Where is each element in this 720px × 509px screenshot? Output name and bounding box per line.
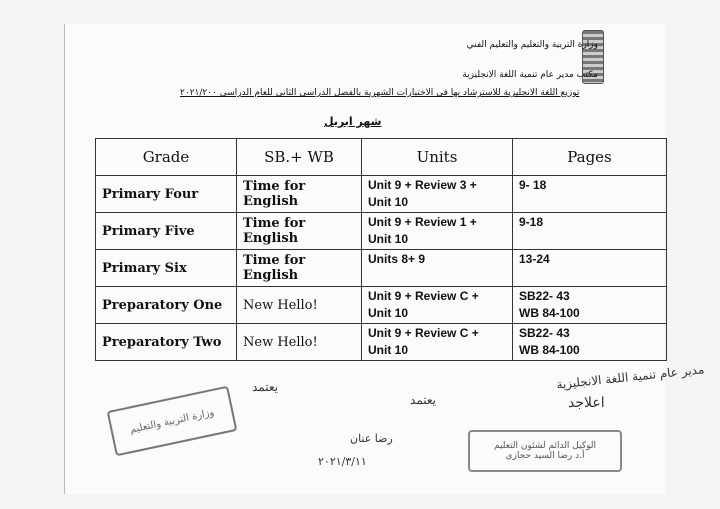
units-line [368,268,506,285]
header-units: Units [362,139,513,176]
header-grade: Grade [96,139,237,176]
pages-line: SB22- 43 [519,326,570,340]
table-row [96,176,667,213]
reviewer-signature: يعتمد [252,380,278,394]
office-name: مكتب مدير عام تنمية اللغة الانجليزية [462,70,598,80]
units-line: Unit 10 [368,195,409,209]
units-line: Unit 10 [368,343,409,357]
pages-cell [513,287,667,324]
book-cell: Time for English [237,213,362,250]
table-row [96,213,667,250]
pages-line [519,231,660,248]
grade-cell: Preparatory Two [96,324,237,361]
stamp-line: الوكيل الدائم لشئون التعليم [494,441,596,451]
pages-line: 9- 18 [519,178,547,192]
pages-cell [513,250,667,287]
pages-cell [513,213,667,250]
author-signature: رضا عنان [350,432,393,445]
header-pages: Pages [513,139,667,176]
book-cell: Time for English [237,250,362,287]
approval-note: يعتمد [410,393,436,407]
grade-cell: Primary Five [96,213,237,250]
book-cell: Time for English [237,176,362,213]
grade-cell: Primary Four [96,176,237,213]
units-line: Unit 9 + Review 3 + [368,178,477,192]
units-line: Unit 10 [368,232,409,246]
units-line: Units 8+ 9 [368,252,426,266]
header-book: SB.+ WB [237,139,362,176]
units-cell [362,213,513,250]
units-line: Unit 9 + Review C + [368,326,479,340]
pages-line: 9-18 [519,215,544,229]
pages-cell [513,176,667,213]
book-cell: New Hello! [237,324,362,361]
director-title: مدير عام تنمية اللغة الانجليزية [555,362,705,392]
table-row [96,324,667,361]
table-row [96,250,667,287]
pages-line [519,194,660,211]
table-header-row [96,139,667,176]
director-signature: اعلاجد [568,395,605,411]
stamp-line: أ.د رضا السيد حجازي [505,451,585,461]
units-cell [362,250,513,287]
units-cell [362,287,513,324]
units-line: Unit 10 [368,306,409,320]
month-label: شهر ابريل [324,115,382,128]
grade-cell: Preparatory One [96,287,237,324]
pages-line: WB 84-100 [519,343,580,357]
stamp-text: وزارة التربية والتعليم [128,406,216,436]
units-line: Unit 9 + Review 1 + [368,215,477,229]
units-cell [362,176,513,213]
table-row [96,287,667,324]
pages-line [519,268,660,285]
deputy-stamp [468,430,622,472]
units-line: Unit 9 + Review C + [368,289,479,303]
ministry-name: وزارة التربية والتعليم والتعليم الفني [466,40,598,50]
pages-line: SB22- 43 [519,289,570,303]
pages-line: WB 84-100 [519,306,580,320]
document-title: توزيع اللغة الانجليزية للاسترشاد بها فى الاختبارات الشهرية بالفصل الدراسى الثانى للعام الدراسى ٢٠٢١/٢٠٠ [180,88,580,98]
units-cell [362,324,513,361]
pages-line: 13-24 [519,252,550,266]
curriculum-table [95,138,667,361]
book-cell: New Hello! [237,287,362,324]
pages-cell [513,324,667,361]
grade-cell: Primary Six [96,250,237,287]
signature-date: ٢٠٢١/٣/١١ [318,455,367,468]
